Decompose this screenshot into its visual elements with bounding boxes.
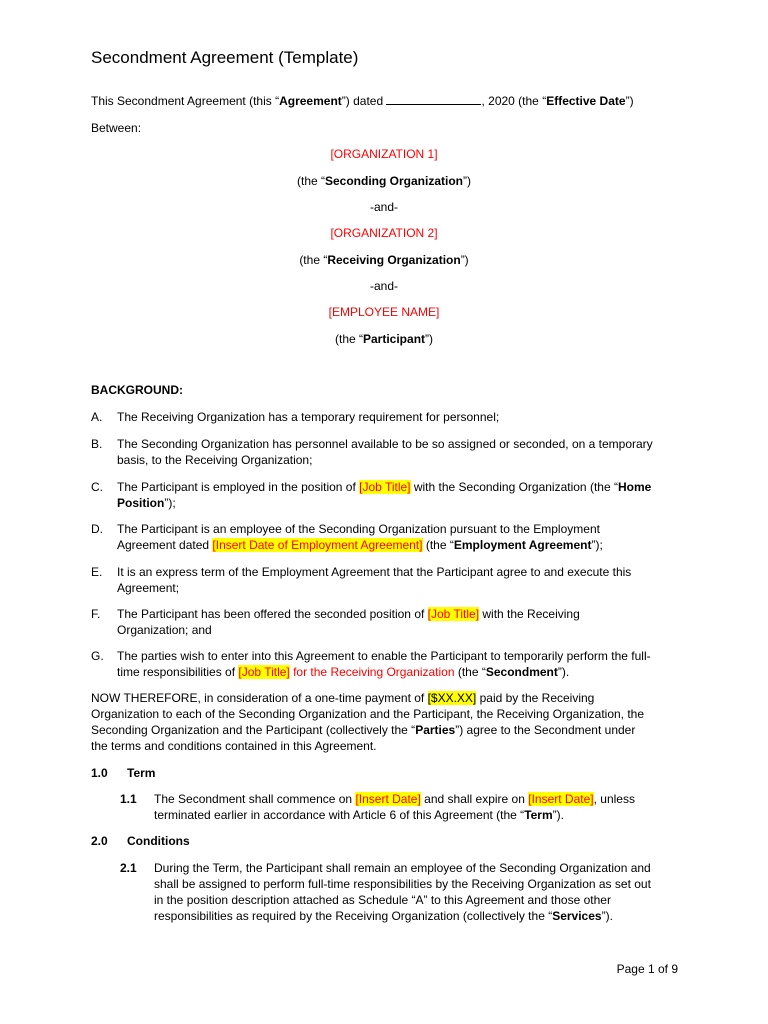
organization-2-placeholder: [ORGANIZATION 2] bbox=[330, 226, 438, 240]
position-term-part: Position bbox=[117, 496, 165, 510]
clause-2-1-line-1: During the Term, the Participant shall remain an employee of the Seconding Organization and bbox=[154, 861, 651, 875]
job-title-placeholder: [Job Title] bbox=[359, 480, 411, 494]
recital-g-pre: time responsibilities of bbox=[117, 665, 239, 679]
role-pre: (the “ bbox=[334, 332, 363, 346]
role-post: ”) bbox=[425, 332, 434, 346]
recital-d-mid: (the “ bbox=[422, 538, 454, 552]
seconding-org-definition bbox=[0, 173, 768, 189]
recital-e-line-2: Agreement; bbox=[117, 581, 180, 595]
recital-g-text bbox=[117, 648, 682, 680]
role-post: ”) bbox=[460, 253, 469, 267]
recital-d-label: D. bbox=[91, 522, 103, 536]
recital-c-end: ”); bbox=[164, 496, 176, 510]
now-therefore-line-2: Organization to each of the Seconding Organization and the Participant, the Receiving Organization, the bbox=[91, 707, 645, 721]
recital-b-line-1: The Seconding Organization has personnel available to be so assigned or seconded, on a temporary bbox=[117, 437, 653, 451]
background-heading: BACKGROUND: bbox=[91, 383, 183, 397]
intro-effective-date-term: Effective Date bbox=[546, 94, 626, 108]
role-term: Seconding Organization bbox=[325, 174, 464, 188]
clause-1-1-number: 1.1 bbox=[120, 792, 137, 806]
intro-year: , 2020 (the “ bbox=[481, 94, 547, 108]
clause-2-1-line-4: responsibilities as required by the Receiving Organization (collectively the “ bbox=[154, 909, 553, 923]
recital-d-line-1: The Participant is an employee of the Seconding Organization pursuant to the Employment bbox=[117, 522, 600, 536]
now-therefore-post: paid by the Receiving bbox=[476, 691, 595, 705]
role-pre: (the “ bbox=[296, 174, 325, 188]
recital-c-pre: The Participant is employed in the position of bbox=[117, 480, 360, 494]
recital-g-label: G. bbox=[91, 649, 104, 663]
between-label: Between: bbox=[91, 121, 142, 135]
receiving-org-red-text: for the Receiving Organization bbox=[289, 665, 455, 679]
intro-paragraph bbox=[91, 93, 634, 109]
organization-1-placeholder: [ORGANIZATION 1] bbox=[330, 147, 438, 161]
now-therefore-line-4: the terms and conditions contained in this Agreement. bbox=[91, 739, 377, 753]
employment-date-placeholder: [Insert Date of Employment Agreement] bbox=[212, 538, 423, 552]
employee-name-placeholder: [EMPLOYEE NAME] bbox=[328, 305, 440, 319]
now-therefore-line-3-post: ”) agree to the Secondment under bbox=[455, 723, 636, 737]
role-post: ”) bbox=[463, 174, 472, 188]
recital-f-line-2: Organization; and bbox=[117, 623, 212, 637]
now-therefore-line-3-pre: Seconding Organization and the Participant (collectively the “ bbox=[91, 723, 416, 737]
recital-d-end: ”); bbox=[591, 538, 603, 552]
section-2-number: 2.0 bbox=[91, 834, 108, 848]
recital-c-label: C. bbox=[91, 480, 103, 494]
job-title-placeholder: [Job Title] bbox=[238, 665, 290, 679]
intro-prefix: This Secondment Agreement (this “ bbox=[91, 94, 280, 108]
job-title-placeholder: [Job Title] bbox=[427, 607, 480, 621]
secondment-term: Secondment bbox=[485, 665, 558, 679]
recital-g-end: ”). bbox=[557, 665, 570, 679]
recital-f-post: with the Receiving bbox=[479, 607, 580, 621]
recital-e-text bbox=[117, 564, 682, 596]
role-pre: (the “ bbox=[299, 253, 328, 267]
clause-2-1-number: 2.1 bbox=[120, 861, 137, 875]
recital-d-text bbox=[117, 521, 682, 553]
recital-f-label: F. bbox=[91, 607, 101, 621]
section-1-title: Term bbox=[127, 766, 156, 780]
recital-b-line-2: basis, to the Receiving Organization; bbox=[117, 453, 313, 467]
recital-e-label: E. bbox=[91, 565, 103, 579]
recital-b-label: B. bbox=[91, 437, 103, 451]
payment-amount-placeholder: [$XX.XX] bbox=[427, 691, 477, 705]
start-date-placeholder: [Insert Date] bbox=[355, 792, 421, 806]
clause-2-1-line-3: in the position description attached as Schedule “A” to this Agreement and those other bbox=[154, 893, 611, 907]
clause-2-1-line-2: shall be assigned to perform full-time responsibilities by the Receiving Organization as set out bbox=[154, 877, 651, 891]
recital-f-text bbox=[117, 606, 682, 638]
recital-f-pre: The Participant has been offered the seconded position of bbox=[117, 607, 428, 621]
section-1-number: 1.0 bbox=[91, 766, 108, 780]
parties-term: Parties bbox=[415, 723, 456, 737]
services-term: Services bbox=[552, 909, 602, 923]
recital-c-mid: with the Seconding Organization (the “ bbox=[410, 480, 618, 494]
page-number: Page 1 of 9 bbox=[616, 962, 678, 976]
term-term: Term bbox=[524, 808, 553, 822]
recital-g-line-1: The parties wish to enter into this Agreement to enable the Participant to temporarily perform the full- bbox=[117, 649, 651, 663]
section-2-title: Conditions bbox=[127, 834, 190, 848]
clause-1-1-post: , unless bbox=[593, 792, 635, 806]
now-therefore-pre: NOW THEREFORE, in consideration of a one-time payment of bbox=[91, 691, 428, 705]
clause-2-1-end: ”). bbox=[601, 909, 613, 923]
intro-agreement-term: Agreement bbox=[279, 94, 342, 108]
recital-e-line-1: It is an express term of the Employment Agreement that the Participant agree to and execute this bbox=[117, 565, 632, 579]
clause-1-1-mid: and shall expire on bbox=[420, 792, 529, 806]
participant-definition bbox=[0, 331, 768, 347]
recital-d-pre: Agreement dated bbox=[117, 538, 213, 552]
recital-a-text: The Receiving Organization has a temporary requirement for personnel; bbox=[117, 410, 500, 424]
role-term: Receiving Organization bbox=[327, 253, 461, 267]
date-blank-line bbox=[386, 94, 481, 105]
recital-a-label: A. bbox=[91, 410, 103, 424]
recital-b-text bbox=[117, 436, 682, 468]
clause-1-1-text bbox=[154, 791, 684, 823]
intro-mid: ”) dated bbox=[341, 94, 387, 108]
clause-1-1-pre: The Secondment shall commence on bbox=[154, 792, 356, 806]
intro-end: ”) bbox=[625, 94, 634, 108]
clause-2-1-text bbox=[154, 860, 684, 924]
recital-c-text bbox=[117, 479, 682, 511]
receiving-org-definition bbox=[0, 252, 768, 268]
and-separator-2: -and- bbox=[369, 279, 398, 293]
home-term-part: Home bbox=[617, 480, 652, 494]
clause-1-1-line-2: terminated earlier in accordance with Article 6 of this Agreement (the “ bbox=[154, 808, 525, 822]
recital-g-mid: (the “ bbox=[454, 665, 486, 679]
end-date-placeholder: [Insert Date] bbox=[528, 792, 594, 806]
role-term: Participant bbox=[363, 332, 426, 346]
employment-agreement-term: Employment Agreement bbox=[453, 538, 592, 552]
clause-1-1-end: ”). bbox=[552, 808, 564, 822]
and-separator-1: -and- bbox=[369, 200, 398, 214]
now-therefore-paragraph bbox=[91, 690, 644, 754]
document-title: Secondment Agreement (Template) bbox=[91, 48, 359, 67]
